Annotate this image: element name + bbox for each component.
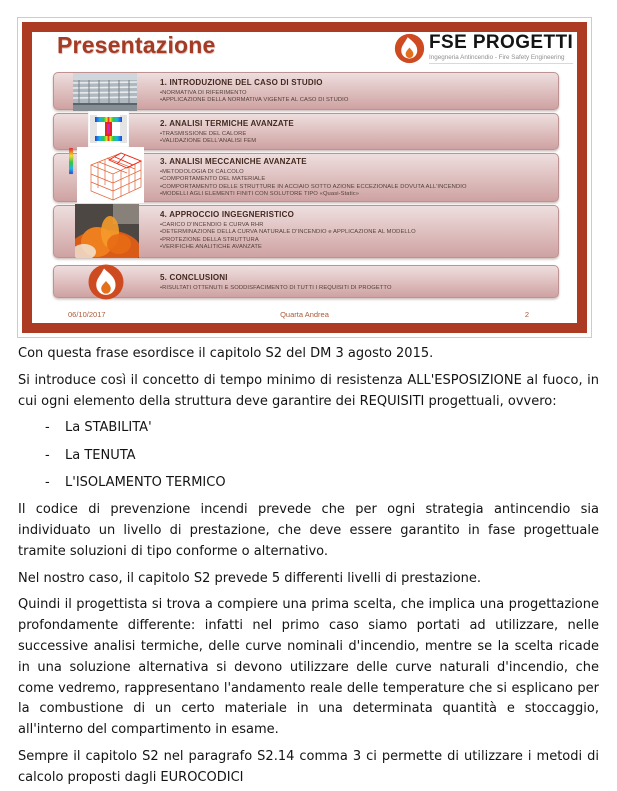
agenda-item-4-bullet: •DETERMINAZIONE DELLA CURVA NATURALE D'INCENDIO e APPLICAZIONE AL MODELLO xyxy=(160,229,416,236)
agenda-item-4-title: 4. APPROCCIO INGEGNERISTICO xyxy=(160,210,295,219)
list-item xyxy=(18,446,599,467)
fse-progetti-logo xyxy=(394,33,573,64)
fire-photo-thumbnail xyxy=(75,204,139,258)
agenda-item-2-title: 2. ANALISI TERMICHE AVANZATE xyxy=(160,119,294,128)
agenda-item-1-bullet: •APPLICAZIONE DELLA NORMATIVA VIGENTE AL CASO DI STUDIO xyxy=(160,97,349,104)
list-marker: - xyxy=(45,474,50,490)
agenda-item-3-bullet: •MODELLI AGLI ELEMENTI FINITI CON SOLUTORE TIPO «Quasi-Static» xyxy=(160,191,360,198)
slide-image xyxy=(17,17,592,338)
agenda-item-1-bullet: •NORMATIVA DI RIFERIMENTO xyxy=(160,89,247,96)
slide-page-number: 2 xyxy=(524,310,529,319)
document-body xyxy=(18,344,599,791)
paragraph: Quindi il progettista si trova a compiere una prima scelta, che implica una progettazione profondamente differente: infatti nel primo caso siamo portati ad utilizzare, nelle successive analisi termiche, delle curve nominali d'incendio, mentre se la scelta ricade in una soluzione alternativa si devono utilizzare delle curve naturali d'incendio, che come vedremo, rappresentano l'andamento reale delle temperature che si esplicano per la combustione di un certo materiale in una determinata quantità e stoccaggio, all'interno del compartimento in esame. xyxy=(18,597,599,738)
agenda-item-2-bullet: •TRASMISSIONE DEL CALORE xyxy=(160,130,247,137)
paragraph: Con questa frase esordisce il capitolo S2 del DM 3 agosto 2015. xyxy=(18,346,434,361)
steel-building-photo-thumbnail xyxy=(73,73,137,111)
logo-text-block xyxy=(429,33,573,64)
list-marker: - xyxy=(45,420,50,436)
requirements-list xyxy=(18,418,599,493)
agenda-item-4-bullet: •VERIFICHE ANALITICHE AVANZATE xyxy=(160,244,262,251)
agenda-item-1-title: 1. INTRODUZIONE DEL CASO DI STUDIO xyxy=(160,78,323,87)
agenda-item-4-bullet: •PROTEZIONE DELLA STRUTTURA xyxy=(160,236,259,243)
agenda-item-5-bullet: •RISULTATI OTTENUTI E SODDISFACIMENTO DI TUTTI I REQUISITI DI PROGETTO xyxy=(160,284,392,291)
slide-date: 06/10/2017 xyxy=(68,310,106,319)
slide-footer xyxy=(18,310,591,322)
list-item-text: L'ISOLAMENTO TERMICO xyxy=(65,474,226,490)
paragraph: Nel nostro caso, il capitolo S2 prevede 5 differenti livelli di prestazione. xyxy=(18,570,482,586)
slide-title: Presentazione xyxy=(57,32,216,58)
list-item xyxy=(18,418,599,439)
list-item-text: La TENUTA xyxy=(65,447,136,463)
slide-author: Quarta Andrea xyxy=(280,310,329,319)
agenda-item-3-bullet: •METODOLOGIA DI CALCOLO xyxy=(160,168,244,175)
agenda-item-4-bullet: •CARICO D'INCENDIO E CURVA RHR xyxy=(160,221,264,228)
agenda-item-5-title: 5. CONCLUSIONI xyxy=(160,273,228,282)
paragraph: Si introduce così il concetto di tempo minimo di resistenza ALL'ESPOSIZIONE al fuoco, in cui ogni elemento della struttura deve garantire dei REQUISITI progettuali, ovvero: xyxy=(18,372,599,409)
list-item-text: La STABILITA' xyxy=(65,420,152,436)
flame-icon xyxy=(88,264,124,300)
thermal-fem-thumbnail xyxy=(88,111,129,147)
agenda-item-3-title: 3. ANALISI MECCANICHE AVANZATE xyxy=(160,157,307,166)
logo-tagline: Ingegneria Antincendio - Fire Safety Engineering xyxy=(429,54,573,64)
logo-name: FSE PROGETTI xyxy=(429,32,574,53)
wireframe-structure-thumbnail xyxy=(69,147,144,203)
agenda-item-2-bullet: •VALIDAZIONE DELL'ANALISI FEM xyxy=(160,138,257,145)
agenda-item-5 xyxy=(53,265,559,298)
list-marker: - xyxy=(45,447,50,463)
agenda-item-3-bullet: •COMPORTAMENTO DELLE STRUTTURE IN ACCIAIO SOTTO AZIONE ECCEZIONALE DOVUTA ALL'INCENDIO xyxy=(160,183,467,190)
paragraph: Sempre il capitolo S2 nel paragrafo S2.14 comma 3 ci permette di utilizzare i metodi di calcolo proposti dagli EUROCODICI xyxy=(18,749,599,785)
list-item xyxy=(18,473,599,494)
paragraph: Il codice di prevenzione incendi prevede che per ogni strategia antincendio sia individuato un livello di prestazione, che deve essere garantito in fase progettuale tramite soluzioni di tipo conforme o alternativo. xyxy=(18,502,599,559)
agenda-item-3-bullet: •COMPORTAMENTO DEL MATERIALE xyxy=(160,176,266,183)
flame-logo-icon xyxy=(394,33,425,64)
